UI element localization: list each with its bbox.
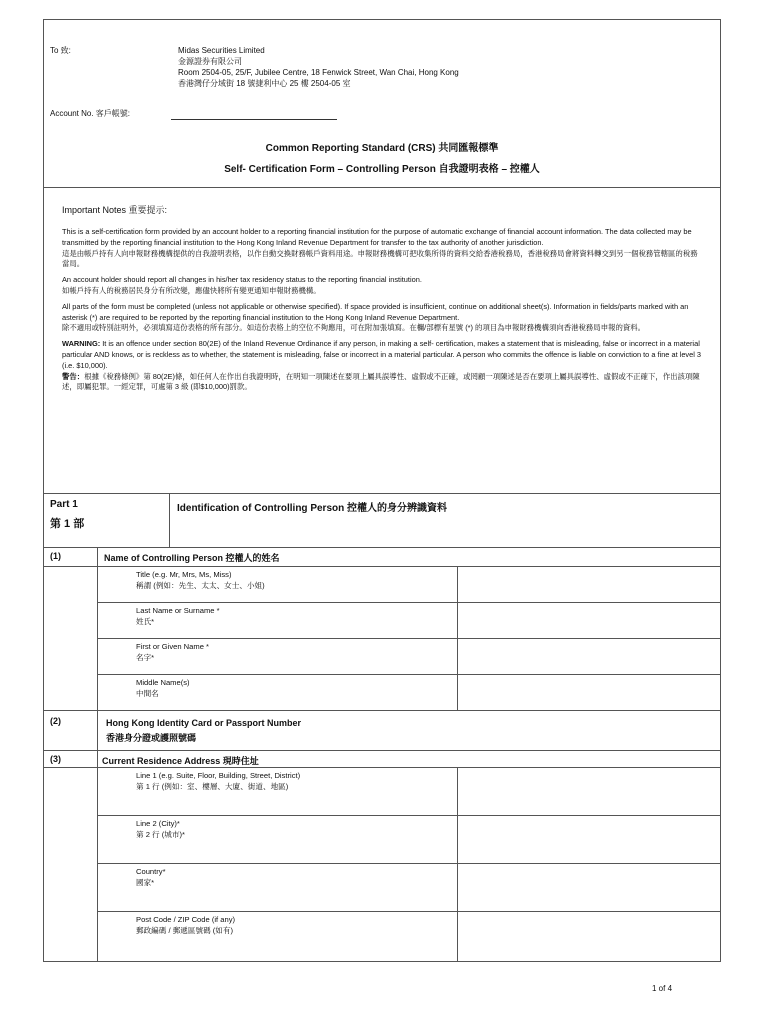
address-line-1-input[interactable] (458, 768, 720, 815)
address-en: Room 2504-05, 25/F, Jubilee Centre, 18 Fenwick Street, Wan Chai, Hong Kong (178, 68, 459, 77)
company-name-en: Midas Securities Limited (178, 46, 265, 55)
notes-heading: Important Notes 重要提示: (62, 205, 168, 215)
section-2-number: (2) (50, 716, 61, 726)
field-label-en: Line 1 (e.g. Suite, Floor, Building, Street, District) (136, 771, 301, 780)
note-3-en: All parts of the form must be completed (unless not applicable or otherwise specified). If space provided is insufficient, continue on additional sheet(s). Information in fields/parts marked with an asterisk (*) are required to be reported by the reporting financial institution to the Hong Kong Inland Revenue Department. (62, 301, 689, 322)
note-3-zh: 除不適用或特別註明外，必須填寫這份表格的所有部分。如這份表格上的空位不夠應用，可在附加張填寫。在欄/部標有星號 (*) 的項目為申報財務機構須向香港稅務局申報的資料。 (62, 323, 646, 333)
field-label-zh: 稱謂 (例如：先生、太太、女士、小姐) (136, 580, 265, 590)
last-name-input[interactable] (458, 603, 720, 638)
id-number-input[interactable] (458, 711, 720, 750)
post-code-input[interactable] (458, 912, 720, 961)
field-label-en: First or Given Name * (136, 642, 210, 651)
note-1-en: This is a self-certification form provided by an account holder to a reporting financial institution for the purpose of automatic exchange of financial account information. The data collected may be transmitted by the reporting financial institution to the Hong Kong Inland Revenue Department for transfer to the tax authority of another jurisdiction. (62, 227, 692, 247)
field-label-en: Last Name or Surname * (136, 606, 220, 615)
first-name-input[interactable] (458, 639, 720, 674)
field-post-code (136, 915, 235, 936)
part-title: Identification of Controlling Person 控權人的身分辨識資料 (177, 503, 447, 514)
account-label: Account No. 客戶帳號: (50, 109, 131, 118)
important-notes (62, 227, 704, 398)
recipient-address (178, 45, 638, 89)
note-2-zh: 如帳戶持有人的稅務居民身分有所改變，應儘快將所有變更通知申報財務機構。 (62, 285, 321, 295)
form-title: Common Reporting Standard (CRS) 共同匯報標準 (265, 143, 499, 154)
account-number-field[interactable] (171, 119, 337, 120)
note-2-en: An account holder should report all changes in his/her tax residency status to the reporting financial institution. (62, 275, 422, 285)
note-1-zh: 這是由帳戶持有人向申報財務機構提供的自我證明表格，以作自動交換財務帳戶資料用途。申報財務機構可把收集所得的資料交給香港稅務局，香港稅務局會將資料轉交到另一個稅務管轄區的稅務當局。 (62, 248, 698, 269)
section-1-title: Name of Controlling Person 控權人的姓名 (104, 553, 280, 563)
section-2-title (106, 716, 301, 746)
field-label-en: Title (e.g. Mr, Mrs, Ms, Miss) (136, 570, 232, 579)
section-2-title-zh: 香港身分證或護照號碼 (106, 733, 197, 743)
field-label-zh: 第 2 行 (城市)* (136, 829, 185, 839)
field-label-zh: 郵政編碼 / 郵遞區號碼 (如有) (136, 925, 234, 935)
field-label-en: Line 2 (City)* (136, 819, 180, 828)
field-address-line-2 (136, 819, 185, 840)
field-address-line-1 (136, 771, 300, 792)
warning-label-zh: 警告： (62, 371, 85, 381)
field-label-zh: 中間名 (136, 688, 159, 698)
field-last-name (136, 606, 220, 627)
part-label-en: Part 1 (50, 499, 78, 510)
field-first-name (136, 642, 209, 663)
section-1-number: (1) (50, 551, 61, 561)
field-label-en: Country* (136, 867, 166, 876)
warning-zh: 根據《稅務條例》第 80(2E)條，如任何人在作出自我證明時，在明知一項陳述在要項上屬具誤導性、虛假或不正確，或罔顧一項陳述是否在要項上屬具誤導性、虛假或不正確下，作出該項陳述，即屬犯罪。一經定罪，可處第 3 級 (即$10,000)罰款。 (62, 371, 700, 392)
field-title (136, 570, 265, 591)
field-middle-name (136, 678, 190, 699)
part-label-zh: 第 1 部 (50, 518, 85, 530)
title-input[interactable] (458, 567, 720, 602)
city-input[interactable] (458, 816, 720, 863)
company-name-zh: 金源證券有限公司 (178, 57, 242, 66)
to-label: To 致: (50, 46, 71, 55)
field-label-en: Post Code / ZIP Code (if any) (136, 915, 236, 924)
section-3-number: (3) (50, 754, 61, 764)
section-2-title-en: Hong Kong Identity Card or Passport Number (106, 718, 302, 728)
field-label-zh: 第 1 行 (例如：室、樓層、大廈、街道、地區) (136, 781, 289, 791)
middle-name-input[interactable] (458, 675, 720, 710)
section-3-title: Current Residence Address 現時住址 (102, 756, 259, 766)
address-zh: 香港灣仔分域街 18 號捷利中心 25 樓 2504-05 室 (178, 79, 351, 88)
form-subtitle: Self- Certification Form – Controlling Person 自我證明表格 – 控權人 (224, 164, 540, 175)
field-label-zh: 名字* (136, 652, 155, 662)
field-country (136, 867, 166, 888)
field-label-zh: 姓氏* (136, 616, 155, 626)
field-label-zh: 國家* (136, 877, 155, 887)
field-label-en: Middle Name(s) (136, 678, 190, 687)
warning-en: It is an offence under section 80(2E) of the Inland Revenue Ordinance if any person, in making a self- certification, makes a statement that is misleading, false or incorrect in a material particular AND knows, or is reckless as to whether, the statement is misleading, false or incorrect in a material particular. A person who commits the offence is liable on conviction to a fine at level 3 (i.e. $10,000). (62, 339, 702, 370)
page-number: 1 of 4 (652, 984, 673, 993)
warning-label: WARNING: (62, 339, 101, 349)
country-input[interactable] (458, 864, 720, 911)
